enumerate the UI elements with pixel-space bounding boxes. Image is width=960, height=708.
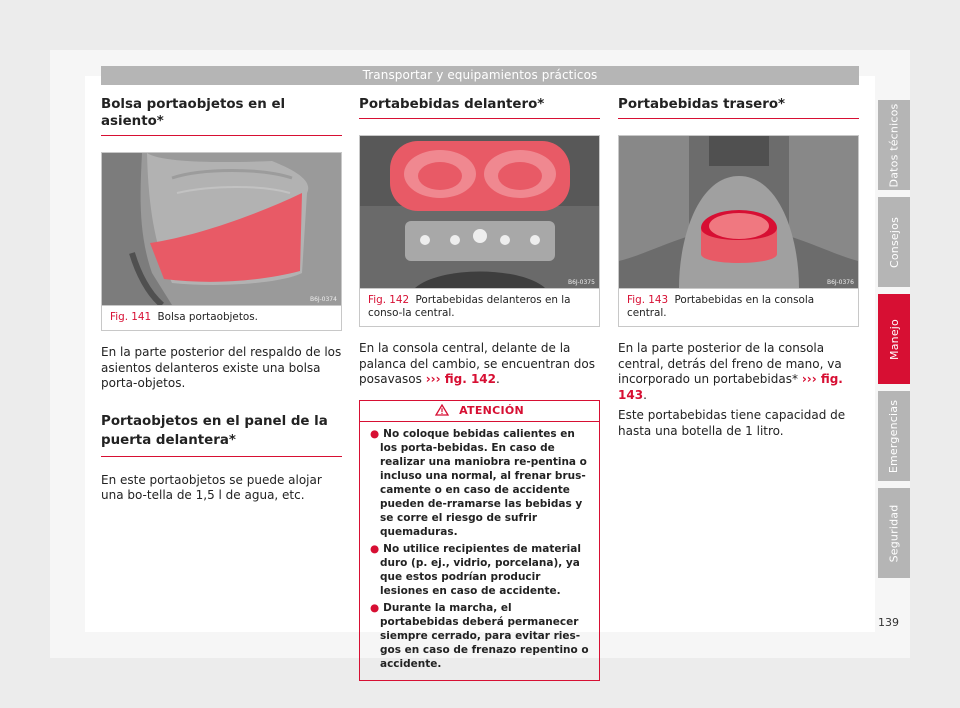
warning-header xyxy=(360,401,599,422)
figure-reference-link[interactable]: ››› fig. 143 xyxy=(618,372,843,402)
rear-cupholder-illustration xyxy=(619,136,858,288)
front-cupholder-illustration xyxy=(360,136,599,288)
para-text: En la consola central, delante de la palanca del cambio, se encuentran dos posavasos xyxy=(359,341,595,386)
tab-seguridad[interactable] xyxy=(878,488,910,578)
seat-pocket-illustration xyxy=(102,153,341,305)
image-code: B6J-0375 xyxy=(568,279,595,286)
bullet-icon: ● xyxy=(370,427,380,440)
tab-label: Emergencias xyxy=(887,399,901,473)
body-paragraph: Este portabebidas tiene capacidad de hasta una botella de 1 litro. xyxy=(618,408,846,438)
column-seat-pocket xyxy=(101,96,342,504)
bullet-icon: ● xyxy=(370,542,380,555)
warning-item xyxy=(370,601,589,671)
body-paragraph xyxy=(359,341,600,388)
figure-caption xyxy=(619,288,858,326)
para-end: . xyxy=(643,387,647,402)
section-title: Portabebidas trasero* xyxy=(618,96,859,119)
tab-manejo[interactable] xyxy=(878,294,910,384)
figure-143 xyxy=(618,135,859,327)
image-code: B6J-0376 xyxy=(827,279,854,286)
para-end: . xyxy=(496,372,500,386)
section-title: Bolsa portaobjetos en el asiento* xyxy=(101,96,342,136)
body-paragraph: En este portaobjetos se puede alojar una bo-tella de 1,5 l de agua, etc. xyxy=(101,472,322,502)
warning-item-text: Durante la marcha, el portabebidas deberá permanecer siempre cerrado, para evitar ries-gos en caso de frenazo repentino o accidente. xyxy=(380,601,589,670)
bullet-icon: ● xyxy=(370,601,380,614)
figure-reference-link[interactable]: ››› fig. 142 xyxy=(425,372,496,386)
tab-label: Manejo xyxy=(887,318,901,360)
body-paragraph xyxy=(618,341,859,403)
tab-emergencias[interactable] xyxy=(878,391,910,481)
tab-label: Datos técnicos xyxy=(887,103,901,187)
figure-number: Fig. 141 xyxy=(110,311,152,323)
tab-datos-tecnicos[interactable] xyxy=(878,100,910,190)
warning-box xyxy=(359,400,600,681)
body-paragraph: En la parte posterior del respaldo de los asientos delanteros existe una bolsa porta-objetos. xyxy=(101,345,342,390)
section-subheading: Portaobjetos en el panel de la puerta delantera* xyxy=(101,412,342,457)
tab-consejos[interactable] xyxy=(878,197,910,287)
figure-caption xyxy=(360,288,599,326)
figure-142 xyxy=(359,135,600,327)
page-number: 139 xyxy=(878,616,899,629)
figure-number: Fig. 143 xyxy=(627,294,669,306)
warning-body xyxy=(360,422,599,680)
figure-caption xyxy=(102,305,341,330)
tab-label: Seguridad xyxy=(887,504,901,562)
warning-item-text: No utilice recipientes de material duro (p. ej., vidrio, porcelana), ya que estos podrían producir lesiones en caso de accidente. xyxy=(380,542,581,597)
column-rear-cupholder xyxy=(618,96,859,439)
chapter-header: Transportar y equipamientos prácticos xyxy=(101,66,859,85)
para-text: En la parte posterior de la consola central, detrás del freno de mano, va incorporado un portabebidas* xyxy=(618,341,842,386)
image-code: B6J-0374 xyxy=(310,296,337,303)
warning-title: ATENCIÓN xyxy=(459,403,525,417)
caption-text: Bolsa portaobjetos. xyxy=(157,311,258,323)
caption-text: Portabebidas en la consola central. xyxy=(627,294,815,319)
tab-label: Consejos xyxy=(887,216,901,268)
warning-item xyxy=(370,427,589,539)
figure-number: Fig. 142 xyxy=(368,294,410,306)
caption-text: Portabebidas delanteros en la conso-la central. xyxy=(368,294,571,319)
column-front-cupholder xyxy=(359,96,600,681)
section-title: Portabebidas delantero* xyxy=(359,96,600,119)
warning-triangle-icon xyxy=(435,404,449,416)
figure-141 xyxy=(101,152,342,331)
warning-item-text: No coloque bebidas calientes en los porta-bebidas. En caso de realizar una maniobra re-pentina o incluso una normal, al frenar brus-camente o en caso de accidente pueden de-rramarse las bebidas y se corre el riesgo de sufrir quemaduras. xyxy=(380,427,587,538)
warning-item xyxy=(370,542,589,598)
